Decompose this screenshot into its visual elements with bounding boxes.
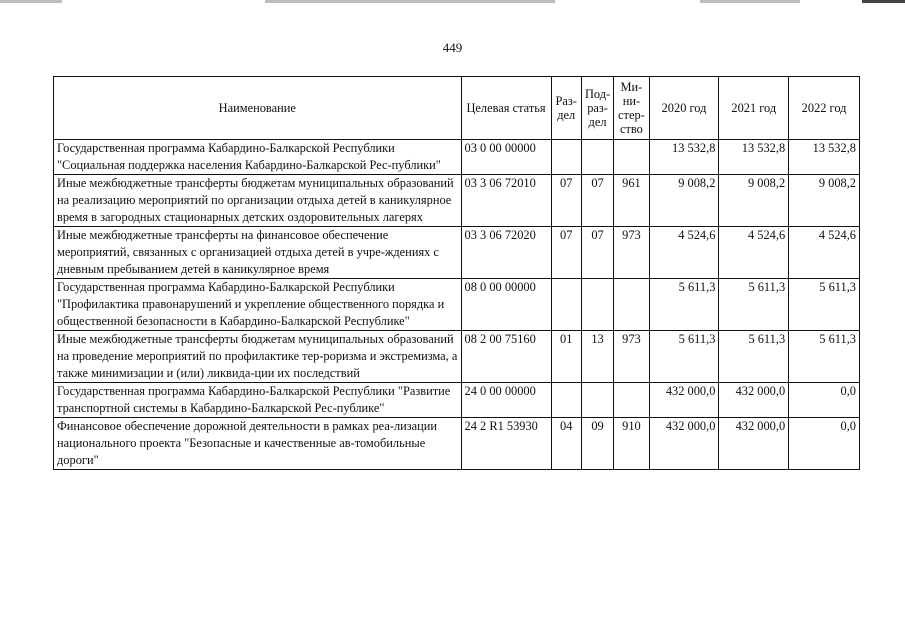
cell-subsection — [581, 383, 613, 418]
scan-artifact — [862, 0, 905, 3]
cell-target: 24 0 00 00000 — [461, 383, 551, 418]
column-header-2022: 2022 год — [789, 77, 860, 140]
cell-name: Иные межбюджетные трансферты бюджетам муниципальных образований на проведение мероприятий по профилактике тер-роризма и экстремизма, а также минимизации и (или) ликвида-ции их последствий — [54, 331, 462, 383]
cell-y2022: 5 611,3 — [789, 279, 860, 331]
cell-y2020: 432 000,0 — [649, 418, 719, 470]
column-header-subsection: Под-раз-дел — [581, 77, 613, 140]
table-row — [54, 140, 860, 175]
scan-artifact — [265, 0, 555, 3]
cell-ministry — [614, 279, 649, 331]
cell-y2020: 4 524,6 — [649, 227, 719, 279]
cell-section — [551, 383, 581, 418]
cell-ministry — [614, 383, 649, 418]
cell-name: Иные межбюджетные трансферты на финансовое обеспечение мероприятий, связанных с организацией отдыха детей в учре-ждениях с дневным пребыванием детей в каникулярное время — [54, 227, 462, 279]
cell-subsection: 13 — [581, 331, 613, 383]
table-header-row — [54, 77, 860, 140]
cell-target: 03 3 06 72010 — [461, 175, 551, 227]
cell-name: Государственная программа Кабардино-Балкарской Республики "Профилактика правонарушений и укрепление общественного порядка и общественной безопасности в Кабардино-Балкарской Республике" — [54, 279, 462, 331]
cell-section: 01 — [551, 331, 581, 383]
table-row — [54, 175, 860, 227]
cell-ministry — [614, 140, 649, 175]
scan-artifact — [0, 0, 62, 3]
table-row — [54, 279, 860, 331]
table-row — [54, 227, 860, 279]
cell-name: Финансовое обеспечение дорожной деятельности в рамках реа-лизации национального проекта "Безопасные и качественные ав-томобильные дороги" — [54, 418, 462, 470]
cell-y2021: 5 611,3 — [719, 279, 789, 331]
cell-target: 24 2 R1 53930 — [461, 418, 551, 470]
cell-name: Государственная программа Кабардино-Балкарской Республики "Развитие транспортной системы в Кабардино-Балкарской Рес-публике" — [54, 383, 462, 418]
cell-y2021: 4 524,6 — [719, 227, 789, 279]
table-row — [54, 383, 860, 418]
scan-artifact — [700, 0, 800, 3]
cell-target: 08 0 00 00000 — [461, 279, 551, 331]
cell-target: 08 2 00 75160 — [461, 331, 551, 383]
column-header-ministry: Ми-ни-стер-ство — [614, 77, 649, 140]
cell-y2021: 13 532,8 — [719, 140, 789, 175]
cell-section: 07 — [551, 175, 581, 227]
cell-y2021: 432 000,0 — [719, 383, 789, 418]
cell-y2021: 5 611,3 — [719, 331, 789, 383]
cell-section — [551, 279, 581, 331]
table-row — [54, 331, 860, 383]
cell-subsection: 09 — [581, 418, 613, 470]
cell-name: Государственная программа Кабардино-Балкарской Республики "Социальная поддержка населения Кабардино-Балкарской Рес-публики" — [54, 140, 462, 175]
cell-y2021: 9 008,2 — [719, 175, 789, 227]
cell-section: 07 — [551, 227, 581, 279]
cell-y2020: 13 532,8 — [649, 140, 719, 175]
cell-y2022: 9 008,2 — [789, 175, 860, 227]
cell-target: 03 3 06 72020 — [461, 227, 551, 279]
cell-ministry: 961 — [614, 175, 649, 227]
table-row — [54, 418, 860, 470]
column-header-name: Наименование — [54, 77, 462, 140]
cell-subsection — [581, 279, 613, 331]
cell-y2020: 432 000,0 — [649, 383, 719, 418]
cell-subsection: 07 — [581, 227, 613, 279]
cell-subsection — [581, 140, 613, 175]
cell-ministry: 910 — [614, 418, 649, 470]
cell-ministry: 973 — [614, 227, 649, 279]
cell-name: Иные межбюджетные трансферты бюджетам муниципальных образований на реализацию мероприятий по организации отдыха детей в каникулярное время в загородных стационарных детских оздоровительных лагерях — [54, 175, 462, 227]
cell-y2022: 4 524,6 — [789, 227, 860, 279]
column-header-target: Целевая статья — [461, 77, 551, 140]
cell-y2020: 5 611,3 — [649, 331, 719, 383]
column-header-section: Раз-дел — [551, 77, 581, 140]
cell-y2020: 9 008,2 — [649, 175, 719, 227]
cell-section: 04 — [551, 418, 581, 470]
cell-y2022: 0,0 — [789, 418, 860, 470]
budget-table — [53, 76, 860, 470]
column-header-2021: 2021 год — [719, 77, 789, 140]
cell-y2022: 0,0 — [789, 383, 860, 418]
cell-y2021: 432 000,0 — [719, 418, 789, 470]
cell-y2022: 5 611,3 — [789, 331, 860, 383]
page-number: 449 — [442, 40, 463, 55]
cell-section — [551, 140, 581, 175]
cell-ministry: 973 — [614, 331, 649, 383]
cell-y2020: 5 611,3 — [649, 279, 719, 331]
cell-y2022: 13 532,8 — [789, 140, 860, 175]
cell-target: 03 0 00 00000 — [461, 140, 551, 175]
column-header-2020: 2020 год — [649, 77, 719, 140]
cell-subsection: 07 — [581, 175, 613, 227]
